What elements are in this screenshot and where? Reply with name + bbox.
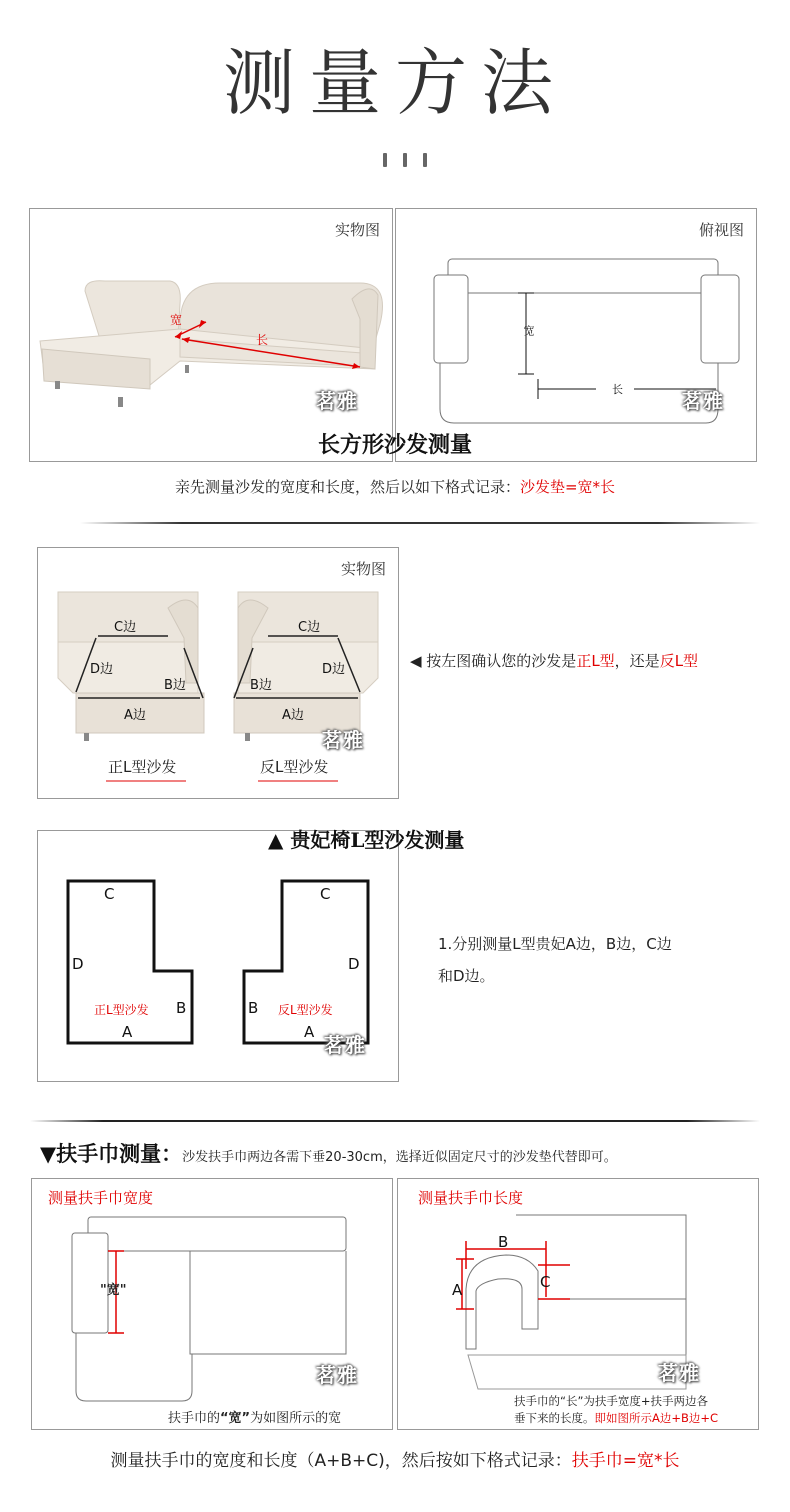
- watermark: 茗雅: [316, 389, 358, 413]
- top-view-diagram: [396, 209, 756, 461]
- diagram-c-right: C: [320, 885, 331, 903]
- formula: 沙发垫=宽*长: [519, 478, 616, 496]
- edge-a-right: A边: [282, 708, 304, 723]
- divider: [80, 522, 760, 524]
- width-label: 宽: [170, 313, 183, 327]
- edge-a-left: A边: [124, 708, 146, 723]
- edge-b-right: B边: [250, 678, 272, 693]
- length-title: 测量扶手巾长度: [418, 1189, 524, 1207]
- width-note: [168, 1407, 341, 1426]
- length-note-red: 即如图所示A边+B边+C: [594, 1411, 719, 1425]
- photo-panel-rect: [29, 208, 393, 462]
- length-note: [514, 1393, 718, 1427]
- instruction-text: 亲先测量沙发的宽度和长度，然后以如下格式记录：: [174, 478, 520, 496]
- width-note-pre: 扶手巾的: [168, 1411, 221, 1426]
- l-diagram-panel: [37, 830, 399, 1082]
- page-title: 测量方法: [222, 41, 567, 125]
- step-line-2: 和D边。: [438, 967, 495, 985]
- l-heading: ▲ 贵妃椅L型沙发测量: [268, 828, 465, 852]
- l-photo-caption: 实物图: [340, 560, 386, 578]
- length-a-label: A: [452, 1281, 463, 1299]
- divider: [30, 1120, 760, 1122]
- edge-d-left: D边: [90, 662, 114, 677]
- top-view-length-label: 长: [612, 383, 623, 396]
- reverse-l-label: 反L型沙发: [260, 758, 329, 776]
- armrest-length-diagram: [398, 1179, 758, 1429]
- armrest-heading: ▼扶手巾测量：: [40, 1141, 183, 1166]
- photo-caption: 实物图: [334, 221, 380, 239]
- pointer-text-1: ◀ 按左图确认您的沙发是: [410, 652, 577, 670]
- width-note-post: 为如图所示的宽: [250, 1411, 342, 1426]
- edge-c-left: C边: [114, 620, 137, 635]
- diagram-a-left: A: [122, 1023, 133, 1041]
- edge-d-right: D边: [322, 662, 346, 677]
- l-photo-panel: [37, 547, 399, 799]
- rect-sofa-photo: [30, 209, 392, 461]
- step-line-1: 1.分别测量L型贵妃A边，B边，C边: [438, 935, 672, 953]
- pointer-red-1: 正L型: [576, 652, 615, 670]
- rect-heading: 长方形沙发测量: [317, 432, 472, 458]
- armrest-width-panel: [31, 1178, 393, 1430]
- l-type-pointer: [410, 650, 698, 671]
- length-note-2: 垂下来的长度。: [514, 1411, 595, 1425]
- length-b-label: B: [498, 1233, 509, 1251]
- watermark: 茗雅: [658, 1361, 700, 1385]
- diagram-c-left: C: [104, 885, 115, 903]
- diagram-d-right: D: [348, 955, 360, 973]
- width-title: 测量扶手巾宽度: [48, 1189, 154, 1207]
- diagram-a-right: A: [304, 1023, 315, 1041]
- length-note-1: 扶手巾的“长”为扶手宽度+扶手两边各: [514, 1394, 709, 1408]
- edge-b-left: B边: [164, 678, 186, 693]
- rect-instruction: [0, 476, 790, 497]
- armrest-subheading: 沙发扶手巾两边各需下垂20-30cm，选择近似固定尺寸的沙发垫代替即可。: [182, 1150, 617, 1165]
- watermark: 茗雅: [682, 389, 724, 413]
- pointer-text-2: ，还是: [614, 652, 660, 670]
- footer-text: 测量扶手巾的宽度和长度（A+B+C)，然后按如下格式记录：: [110, 1451, 572, 1471]
- top-view-caption: 俯视图: [698, 221, 744, 239]
- edge-c-right: C边: [298, 620, 321, 635]
- top-view-width-label: 宽: [522, 325, 535, 336]
- armrest-footer: [0, 1446, 790, 1471]
- l-steps: [438, 928, 672, 992]
- width-note-em: “宽”: [220, 1411, 251, 1426]
- normal-l-label: 正L型沙发: [108, 758, 177, 776]
- diagram-b-left: B: [176, 999, 187, 1017]
- watermark: 茗雅: [324, 1033, 366, 1057]
- watermark: 茗雅: [322, 728, 364, 752]
- diagram-reverse-label: 反L型沙发: [278, 1003, 333, 1017]
- diagram-d-left: D: [72, 955, 84, 973]
- length-label: 长: [256, 333, 269, 347]
- watermark: 茗雅: [316, 1363, 358, 1387]
- pointer-red-2: 反L型: [659, 652, 699, 670]
- width-mark: "宽": [100, 1283, 127, 1298]
- top-view-panel: [395, 208, 757, 462]
- footer-formula: 扶手巾=宽*长: [571, 1451, 680, 1471]
- armrest-width-diagram: [32, 1179, 392, 1429]
- length-c-label: C: [540, 1273, 551, 1291]
- title-ticks: [383, 152, 443, 171]
- armrest-length-panel: [397, 1178, 759, 1430]
- armrest-heading-row: [40, 1138, 617, 1168]
- diagram-b-right: B: [248, 999, 259, 1017]
- diagram-normal-label: 正L型沙发: [94, 1003, 149, 1017]
